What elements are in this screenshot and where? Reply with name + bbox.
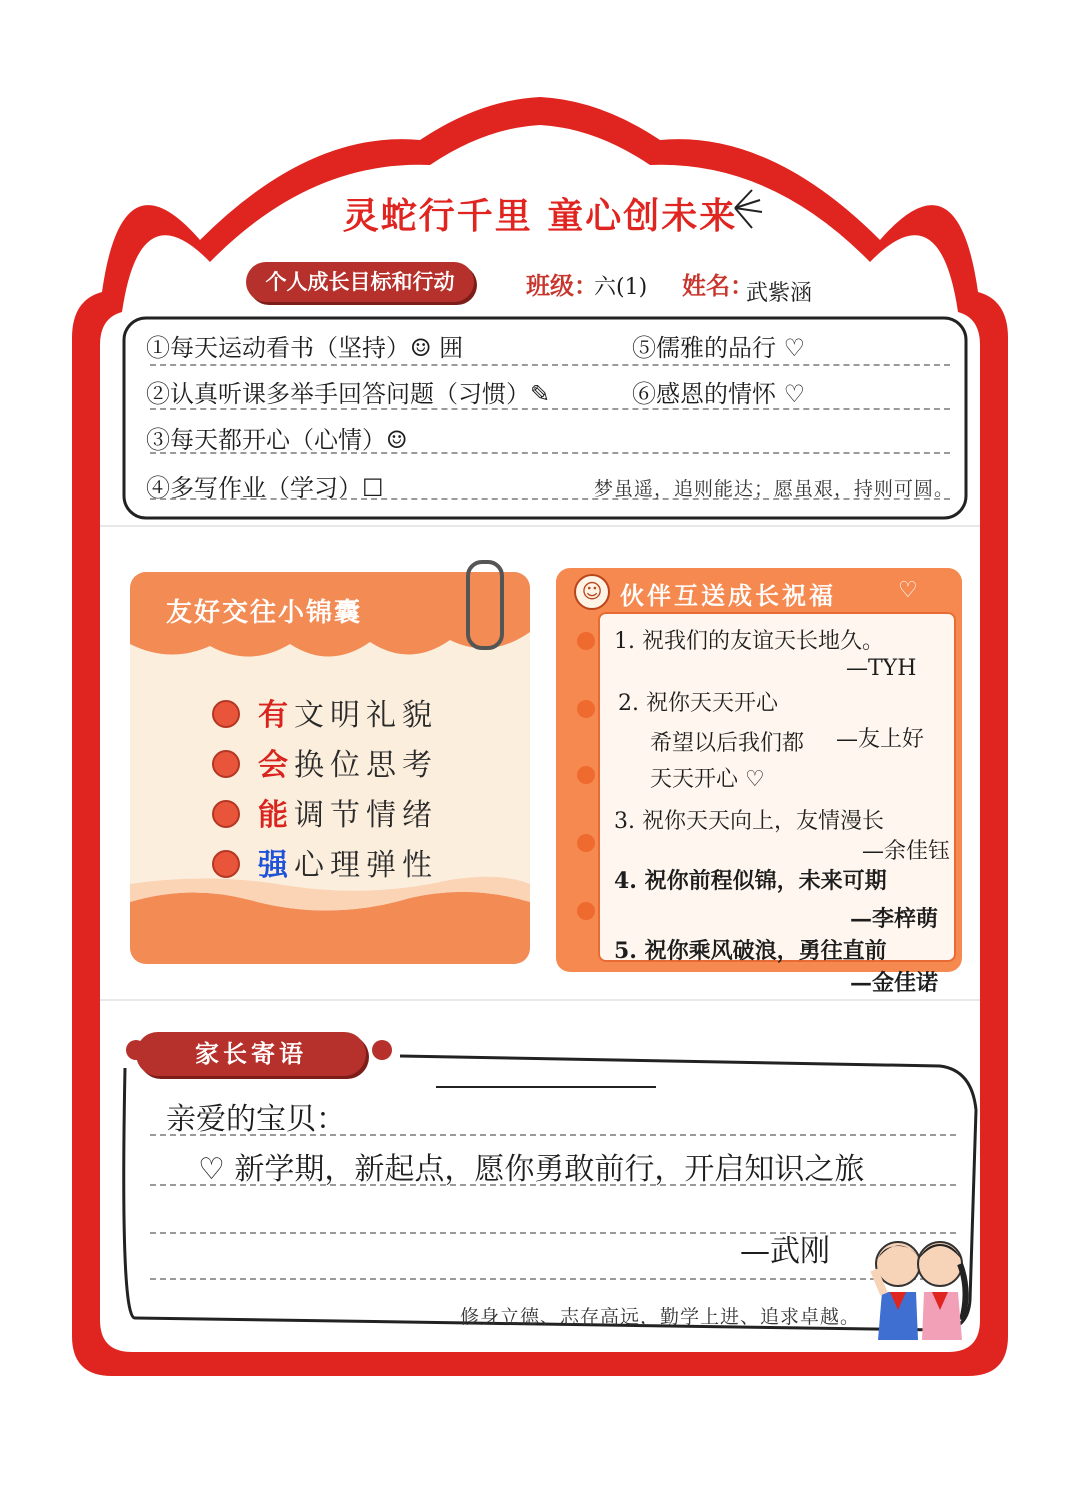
tip-item	[212, 740, 438, 784]
tip-lead: 能	[258, 798, 294, 833]
binder-hole	[577, 700, 595, 718]
pouch-icon	[212, 800, 240, 828]
wish-text: 1. 祝我们的友谊天长地久。	[614, 629, 884, 654]
parent-sign: —武刚	[740, 1234, 830, 1269]
goal-item: ⑤儒雅的品行 ♡	[632, 334, 806, 362]
parent-heading: 家长寄语	[136, 1032, 366, 1076]
parent-greeting: 亲爱的宝贝：	[166, 1102, 346, 1137]
name-value: 武紫涵	[746, 281, 813, 306]
growth-motto: 梦虽遥，追则能达；愿虽艰，持则可圆。	[594, 478, 955, 500]
heart-icon: ♡	[898, 578, 918, 603]
smiley-icon: ☺	[574, 574, 610, 610]
goal-item: ③每天都开心（心情）☺	[146, 426, 408, 454]
tip-item	[212, 690, 438, 734]
name-label: 姓名：	[682, 272, 754, 300]
tip-text: 调节情绪	[294, 798, 438, 833]
goal-item: ①每天运动看书（坚持）☺ 囲	[146, 334, 464, 362]
goal-item: ②认真听课多举手回答问题（习惯）✎	[146, 380, 551, 408]
class-label: 班级：	[526, 272, 598, 300]
short-rule	[436, 1086, 656, 1088]
tip-lead: 强	[258, 848, 294, 883]
wish-sign: —余佳钰	[862, 839, 951, 864]
paper-clip-icon	[466, 560, 504, 650]
heading-dot	[372, 1040, 392, 1060]
tip-lead: 会	[258, 748, 294, 783]
tip-text: 换位思考	[294, 748, 438, 783]
tip-text: 文明礼貌	[294, 698, 438, 733]
parent-message: ♡ 新学期，新起点，愿你勇敢前行，开启知识之旅	[198, 1152, 865, 1187]
goal-item: ⑥感恩的情怀 ♡	[632, 380, 806, 408]
message-line	[150, 1232, 956, 1234]
pouch-icon	[212, 750, 240, 778]
wish-text: 5. 祝你乘风破浪，勇往直前	[614, 938, 887, 964]
tips-heading: 友好交往小锦囊	[166, 598, 363, 628]
wish-text: 3. 祝你天天向上，友情漫长	[614, 809, 884, 834]
wish-text: 希望以后我们都	[650, 731, 805, 756]
students-illustration	[870, 1230, 970, 1342]
wish-text: 4. 祝你前程似锦，未来可期	[614, 868, 887, 894]
wish-sign: —TYH	[846, 656, 917, 681]
tip-lead: 有	[258, 698, 294, 733]
binder-hole	[577, 632, 595, 650]
tip-item	[212, 840, 438, 884]
binder-hole	[577, 834, 595, 852]
goal-item: ④多写作业（学习）☐	[146, 474, 384, 502]
wish-text: 2. 祝你天天开心	[618, 691, 778, 716]
class-value: 六(1)	[594, 275, 648, 300]
wish-sign: —李梓萌	[850, 906, 939, 932]
pouch-icon	[212, 850, 240, 878]
binder-hole	[577, 902, 595, 920]
pouch-icon	[212, 700, 240, 728]
growth-heading: 个人成长目标和行动	[246, 262, 474, 302]
wishes-heading: 伙伴互送成长祝福	[620, 582, 836, 610]
tip-item	[212, 790, 438, 834]
goal-line	[150, 364, 950, 366]
parent-motto: 修身立德、志存高远，勤学上进、追求卓越。	[460, 1306, 861, 1328]
card-title: 灵蛇行千里 童心创未来	[342, 196, 738, 237]
binder-hole	[577, 766, 595, 784]
wish-text: 天天开心 ♡	[650, 767, 765, 792]
tip-text: 心理弹性	[294, 848, 438, 883]
wish-sign: —友上好	[836, 727, 925, 752]
heading-dot	[126, 1040, 146, 1060]
message-line	[150, 1278, 956, 1280]
wish-sign: —金佳诺	[850, 970, 939, 996]
